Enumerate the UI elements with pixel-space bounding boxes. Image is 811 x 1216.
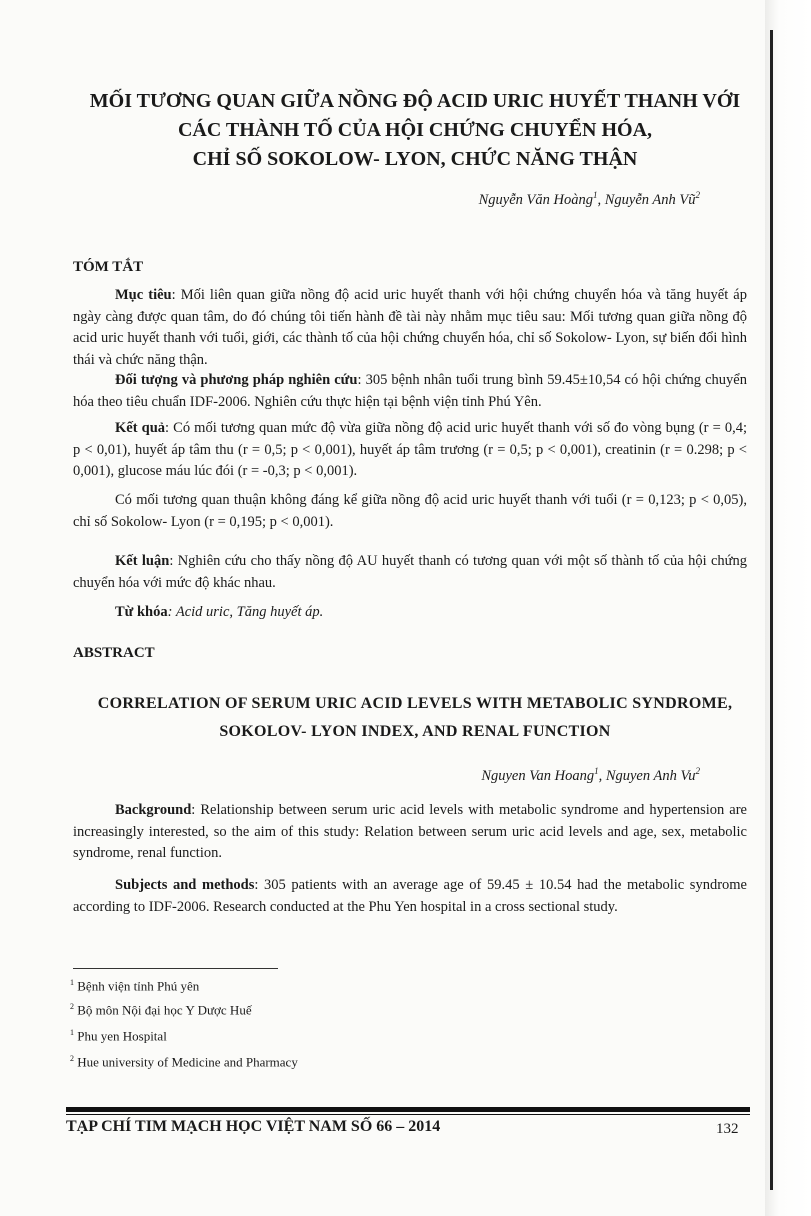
- authors-en: [481, 766, 700, 785]
- paragraph-text: : Nghiên cứu cho thấy nồng độ AU huyết thanh có tương quan với một số thành tố của hội chứng chuyển hóa với mức độ khác nhau.: [73, 553, 748, 591]
- paragraph-label: Kết luận: [115, 553, 170, 569]
- footer-rule: [66, 1107, 750, 1112]
- footnote-text: Bộ môn Nội đại học Y Dược Huế: [77, 1002, 252, 1018]
- paragraph-ket-qua-2: [73, 490, 747, 533]
- footnote: [70, 1002, 252, 1018]
- paragraph-label: Subjects and methods: [115, 877, 255, 893]
- paragraph-label: Từ khóa: [115, 604, 168, 620]
- paragraph-text: : 305 bệnh nhân tuổi trung bình 59.45±10,54 có hội chứng chuyển hóa theo tiêu chuẩn IDF-2006. Nghiên cứu thực hiện tại bệnh viện tỉnh Phú Yên.: [73, 372, 747, 410]
- author-name: Nguyễn Anh Vũ: [604, 191, 696, 208]
- author-separator: ,: [598, 767, 606, 784]
- paragraph-label: Background: [115, 802, 192, 818]
- author-name: Nguyen Van Hoang: [481, 767, 595, 784]
- footnote-mark: 2: [70, 1054, 74, 1063]
- paragraph-subjects: [73, 875, 747, 918]
- paragraph-text: : Relationship between serum uric acid levels with metabolic syndrome and hypertension are increasingly interested, so the aim of this study: Relation between serum uric acid levels and age, sex, metabolic syndrome, renal function.: [73, 802, 747, 861]
- page-number: 132: [716, 1121, 739, 1137]
- paragraph-background: [73, 800, 747, 865]
- author-separator: ,: [597, 191, 605, 208]
- footnote-text: Phu yen Hospital: [77, 1028, 167, 1044]
- footnote-text: Bệnh viện tỉnh Phú yên: [77, 978, 200, 994]
- footnote-divider: [73, 968, 278, 969]
- footnote: [70, 978, 199, 994]
- footnote: [70, 1028, 167, 1044]
- footnote-mark: 2: [70, 1002, 74, 1011]
- paragraph-ket-luan: [73, 551, 747, 594]
- paragraph-label: Đối tượng và phương pháp nghiên cứu: [115, 372, 358, 388]
- section-heading-abstract: ABSTRACT: [73, 645, 155, 661]
- article-title-vi: [70, 87, 760, 174]
- paragraph-text: Có mối tương quan thuận không đáng kể giữa nồng độ acid uric huyết thanh với tuổi (r = 0,123; p < 0,05), chỉ số Sokolow- Lyon (r = 0,195; p < 0,001).: [73, 492, 747, 530]
- footnote-mark: 1: [70, 1028, 74, 1037]
- section-heading-tomtat: TÓM TẮT: [73, 259, 144, 275]
- author-name: Nguyễn Văn Hoàng: [478, 191, 593, 208]
- title-line: CÁC THÀNH TỐ CỦA HỘI CHỨNG CHUYỂN HÓA,: [177, 119, 653, 141]
- affiliation-mark: 2: [695, 190, 700, 200]
- paragraph-doi-tuong: [73, 370, 747, 413]
- paragraph-label: Kết quả: [115, 420, 166, 436]
- author-name: Nguyen Anh Vu: [605, 767, 696, 784]
- title-line: CHỈ SỐ SOKOLOW- LYON, CHỨC NĂNG THẬN: [192, 148, 638, 170]
- title-line: MỐI TƯƠNG QUAN GIỮA NỒNG ĐỘ ACID URIC HUYẾT THANH VỚI: [89, 90, 741, 112]
- title-line: SOKOLOV- LYON INDEX, AND RENAL FUNCTION: [219, 723, 611, 740]
- affiliation-mark: 2: [695, 766, 700, 776]
- title-line: CORRELATION OF SERUM URIC ACID LEVELS WITH METABOLIC SYNDROME,: [97, 695, 733, 712]
- authors-vi: [479, 190, 700, 209]
- paragraph-label: Mục tiêu: [115, 287, 172, 303]
- paragraph-text: : Có mối tương quan mức độ vừa giữa nồng độ acid uric huyết thanh với số đo vòng bụng (r = 0,4; p < 0,01), huyết áp tâm thu (r = 0,5; p < 0,001), huyết áp tâm trương (r = 0,5; p < 0,001), creatinin (r = 0.298; p < 0,001), glucose máu lúc đói (r = -0,3; p < 0,001).: [73, 420, 748, 479]
- paragraph-muc-tieu: [73, 285, 747, 371]
- affiliation-mark: 1: [594, 766, 599, 776]
- footnote-mark: 1: [70, 978, 74, 987]
- article-title-en: [70, 690, 760, 746]
- footer-rule-thin: [66, 1114, 750, 1115]
- keywords-text: : Acid uric, Tăng huyết áp.: [167, 604, 324, 620]
- gutter-shadow-line: [770, 30, 773, 1190]
- footnote: [70, 1054, 298, 1070]
- paragraph-keywords: [73, 602, 747, 624]
- footnote-text: Hue university of Medicine and Pharmacy: [77, 1054, 298, 1070]
- paragraph-text: : Mối liên quan giữa nồng độ acid uric huyết thanh với hội chứng chuyển hóa và tăng huyết áp ngày càng được quan tâm, do đó chúng tôi tiến hành đề tài này nhằm mục tiêu sau: Mối tương quan giữa nồng độ acid uric huyết thanh với tuổi, giới, các thành tố của hội chứng chuyển hóa, chỉ số Sokolow- Lyon, sự biến đổi hình thái và chức năng thận.: [73, 287, 747, 368]
- paragraph-ket-qua: [73, 418, 747, 483]
- journal-name: TẠP CHÍ TIM MẠCH HỌC VIỆT NAM SỐ 66 – 2014: [66, 1118, 441, 1135]
- paragraph-text: : 305 patients with an average age of 59.45 ± 10.54 had the metabolic syndrome according to IDF-2006. Research conducted at the Phu Yen hospital in a cross sectional study.: [73, 877, 747, 915]
- affiliation-mark: 1: [593, 190, 598, 200]
